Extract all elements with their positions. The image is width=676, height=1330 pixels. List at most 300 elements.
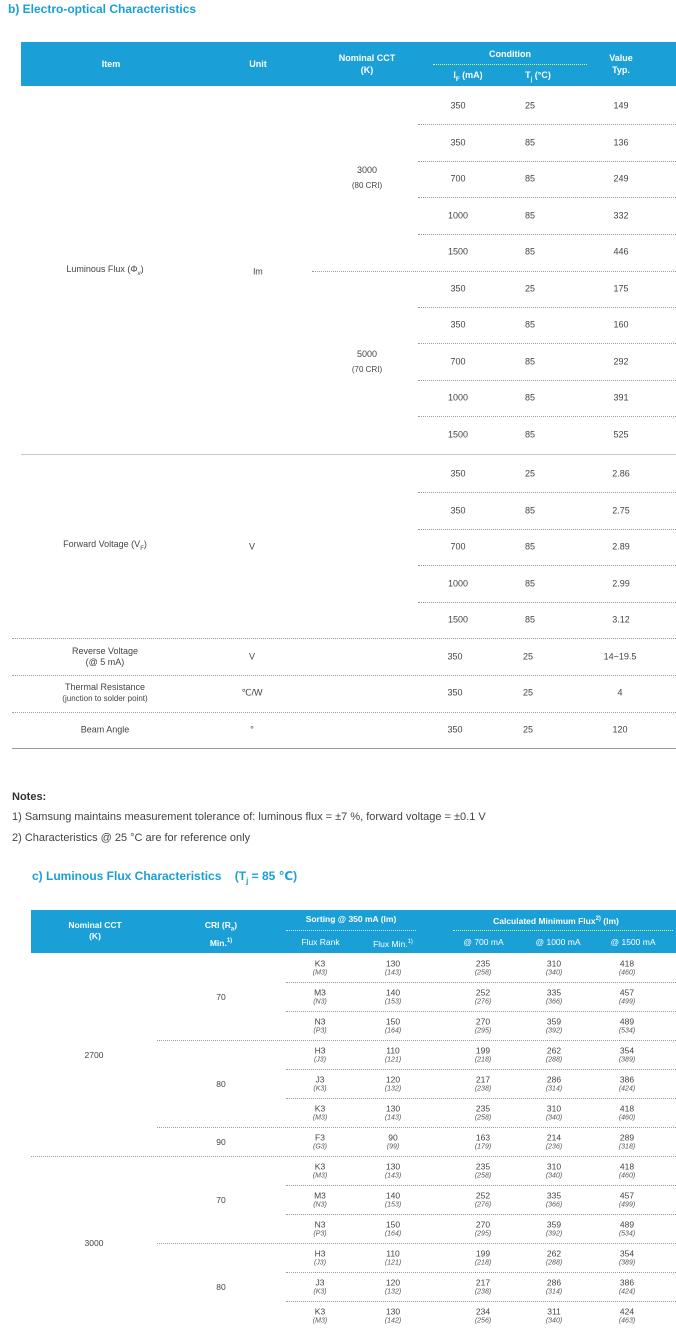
lf-header-cri-min: Min.$^{1)}$	[209, 937, 233, 948]
eo-vf-if-cell: 350	[450, 468, 466, 479]
header-nominal-cct	[327, 52, 407, 76]
lf-row-divider	[31, 1156, 676, 1157]
lf-header-sorting: Sorting @ 350 mA (lm)	[305, 914, 397, 924]
lf-c1500-sub-value: (389)	[618, 1056, 636, 1063]
lf-rank-value: K3	[314, 1306, 326, 1316]
section-title-condition: ($T_j = 85$ ℃)	[234, 869, 298, 886]
lf-c1000-sub-value: (392)	[545, 1230, 563, 1237]
eo-lf-typ-cell: 332	[613, 210, 629, 220]
lf-rank-value: K3	[314, 1103, 326, 1113]
beam-angle-item: Beam Angle	[80, 724, 130, 735]
lf-c1000-sub-value: (288)	[545, 1056, 563, 1063]
lf-c700-value: 235	[475, 1103, 491, 1113]
lf-row-divider	[286, 1069, 676, 1070]
cct-5000	[327, 349, 407, 375]
lf-header-cri	[191, 920, 251, 949]
header-nominal-cct-label: Nominal CCT	[338, 53, 396, 63]
lf-c1500-cell	[597, 1161, 657, 1180]
lf-c1000-value: 335	[546, 1190, 562, 1200]
lf-rank-cell	[290, 1190, 350, 1209]
reverse-voltage-item	[40, 646, 170, 668]
lf-c700-sub-value: (258)	[474, 969, 492, 976]
eo-lf-typ-cell: 136	[613, 137, 629, 147]
lf-c1000-cell	[524, 1045, 584, 1064]
lf-rank-value: J3	[315, 1277, 325, 1287]
lf-c700-sub-value: (276)	[474, 1201, 492, 1208]
eo-lf-typ-cell: 175	[613, 283, 629, 293]
lf-fmin-sub-value: (143)	[384, 1114, 402, 1121]
lf-fmin-value: 140	[385, 1190, 401, 1200]
row-divider	[418, 602, 676, 603]
lf-fmin-cell	[363, 1103, 423, 1122]
lf-c1500-cell	[597, 1074, 657, 1093]
reverse-voltage-unit: V	[248, 651, 255, 662]
lf-c1500-cell	[597, 1277, 657, 1296]
lf-c1000-sub-value: (236)	[545, 1143, 563, 1150]
lf-c700-sub-value: (238)	[474, 1085, 492, 1092]
lf-c700-sub-value: (238)	[474, 1288, 492, 1295]
eo-vf-tj-cell: 85	[524, 505, 535, 515]
eo-vf-typ-cell: 2.86	[612, 468, 630, 479]
lf-cri-group-label: 80	[216, 1281, 226, 1292]
lf-c1000-sub-value: (340)	[545, 1317, 563, 1324]
lf-c700-sub-value: (218)	[474, 1056, 492, 1063]
lf-c700-sub-value: (256)	[474, 1317, 492, 1324]
lf-c1000-cell	[524, 1219, 584, 1238]
header-value-label: Value	[609, 53, 633, 63]
eo-lf-if-cell: 350	[450, 283, 466, 293]
lf-c1500-value: 489	[619, 1016, 635, 1026]
eo-lf-tj-cell: 85	[524, 356, 535, 366]
lf-fmin-cell	[363, 1132, 423, 1151]
lf-header-flux-min: Flux Min.$^{1)}$	[373, 938, 413, 949]
cct-3000-cri: (80 CRI)	[351, 181, 383, 190]
lf-c1000-sub-value: (314)	[545, 1085, 563, 1092]
lf-c1000-value: 262	[546, 1045, 562, 1055]
header-unit: Unit	[249, 59, 267, 69]
section-title-electro-optical: b) Electro-optical Characteristics	[8, 2, 197, 16]
lf-cri-group-label: 70	[216, 1194, 226, 1205]
lf-fmin-value: 130	[385, 1306, 401, 1316]
eo-lf-if-cell: 1000	[447, 210, 469, 220]
lf-row-divider	[286, 1272, 676, 1273]
lf-fmin-sub-value: (132)	[384, 1288, 402, 1295]
lf-c700-cell	[453, 1132, 513, 1151]
lf-cct-group-label: 3000	[84, 1238, 104, 1248]
lf-rank-sub-value: (M3)	[312, 969, 328, 976]
lf-cri-group-label: 80	[216, 1078, 226, 1089]
lf-c1500-value: 424	[619, 1306, 635, 1316]
lf-c1500-sub-value: (389)	[618, 1259, 636, 1266]
forward-voltage-item: Forward Voltage $(V_F)$	[63, 539, 147, 552]
header-nominal-cct-unit: (K)	[360, 65, 374, 75]
thermal-resistance-unit: ℃/W	[241, 687, 263, 698]
electro-optical-table-body	[0, 86, 676, 750]
lf-rank-cell	[290, 1306, 350, 1325]
lf-c1000-value: 286	[546, 1277, 562, 1287]
lf-header-calc-divider	[453, 930, 673, 931]
lf-rank-cell	[290, 1103, 350, 1122]
lf-rank-sub-value: (J3)	[313, 1056, 327, 1063]
lf-fmin-cell	[363, 958, 423, 977]
lf-cri-group-label: 90	[216, 1136, 226, 1147]
lf-c700-sub-value: (258)	[474, 1114, 492, 1121]
lf-rank-cell	[290, 987, 350, 1006]
lf-fmin-cell	[363, 1190, 423, 1209]
eo-lf-if-cell: 1000	[447, 392, 469, 403]
lf-c1000-value: 311	[547, 1306, 561, 1316]
notes-title: Notes:	[12, 791, 47, 803]
lf-c700-cell	[453, 1016, 513, 1035]
note-2: 2) Characteristics @ 25 °C are for reference only	[12, 832, 251, 844]
lf-c1500-value: 489	[619, 1219, 635, 1229]
lf-fmin-value: 120	[385, 1277, 401, 1287]
beam-angle-typ: 120	[612, 724, 628, 735]
lf-c1000-cell	[524, 1306, 584, 1325]
lf-c700-value: 270	[475, 1016, 491, 1026]
thermal-resistance-typ: 4	[617, 687, 623, 698]
lf-c1500-sub-value: (460)	[618, 969, 636, 976]
lf-fmin-cell	[363, 1161, 423, 1180]
lf-fmin-sub-value: (153)	[384, 1201, 402, 1208]
lf-header-1000: @ 1000 mA	[535, 937, 581, 947]
lf-c1500-value: 386	[619, 1277, 635, 1287]
lf-cri-group-label: 70	[216, 991, 226, 1002]
lf-row-divider	[286, 1301, 676, 1302]
lf-fmin-cell	[363, 1016, 423, 1035]
lf-c1000-sub-value: (366)	[545, 998, 563, 1005]
lf-c700-value: 217	[475, 1277, 491, 1287]
lf-fmin-value: 150	[385, 1219, 401, 1229]
eo-vf-if-cell: 1000	[447, 578, 469, 588]
lf-fmin-sub-value: (143)	[384, 969, 402, 976]
eo-vf-tj-cell: 85	[524, 578, 535, 588]
lf-c700-value: 163	[475, 1132, 491, 1142]
forward-voltage-unit: V	[248, 541, 255, 552]
lf-fmin-cell	[363, 1277, 423, 1296]
lf-c700-cell	[453, 1103, 513, 1122]
header-item: Item	[101, 59, 121, 69]
lf-fmin-value: 130	[385, 958, 401, 968]
lf-c700-value: 217	[475, 1074, 491, 1084]
lf-c1500-sub-value: (424)	[618, 1085, 636, 1092]
row-divider	[418, 565, 676, 566]
electro-optical-table-header	[21, 42, 676, 86]
lf-c1000-cell	[524, 1016, 584, 1035]
lf-c1500-sub-value: (460)	[618, 1114, 636, 1121]
row-divider	[418, 161, 676, 162]
lf-header-calc: Calculated Minimum Flux$^{2)}$ (lm)	[493, 915, 619, 926]
lf-c1500-sub-value: (534)	[618, 1230, 636, 1237]
eo-lf-typ-cell: 149	[613, 100, 629, 111]
table-bottom-line	[12, 748, 676, 749]
lf-fmin-sub-value: (99)	[386, 1143, 400, 1150]
lf-c1500-cell	[597, 1248, 657, 1267]
eo-lf-tj-cell: 85	[524, 392, 535, 403]
row-divider	[418, 307, 676, 308]
eo-vf-tj-cell: 25	[524, 468, 535, 479]
cct-5000-value: 5000	[356, 349, 378, 359]
lf-rank-value: N3	[314, 1219, 326, 1229]
eo-lf-typ-cell: 525	[613, 429, 629, 439]
lf-rank-sub-value: (M3)	[312, 1114, 328, 1121]
lf-rank-sub-value: (K3)	[313, 1288, 327, 1295]
lf-row-divider	[286, 1098, 676, 1099]
lf-c1500-cell	[597, 958, 657, 977]
lf-row-divider	[157, 1040, 676, 1041]
eo-vf-if-cell: 1500	[447, 614, 469, 625]
row-divider	[12, 675, 676, 676]
lf-c1000-value: 335	[546, 987, 562, 997]
cct-3000	[327, 165, 407, 191]
eo-lf-if-cell: 700	[450, 356, 466, 366]
row-divider	[418, 343, 676, 344]
lf-row-divider	[286, 982, 676, 983]
lf-row-divider	[286, 1185, 676, 1186]
luminous-flux-item: Luminous Flux $(\Phi_v)$	[66, 264, 144, 277]
lf-rank-cell	[290, 1161, 350, 1180]
lf-fmin-value: 130	[385, 1161, 401, 1171]
lf-c1500-cell	[597, 1132, 657, 1151]
lf-c1500-value: 354	[619, 1045, 635, 1055]
lf-c700-value: 252	[475, 987, 491, 997]
lf-c1000-cell	[524, 987, 584, 1006]
reverse-voltage-tj: 25	[522, 651, 533, 662]
lf-c1500-sub-value: (318)	[618, 1143, 636, 1150]
lf-c1000-value: 214	[546, 1132, 562, 1142]
lf-c1000-cell	[524, 1132, 584, 1151]
lf-c700-cell	[453, 1161, 513, 1180]
eo-lf-tj-cell: 85	[524, 246, 535, 257]
thermal-resistance-if: 350	[447, 687, 463, 698]
lf-c700-value: 252	[475, 1190, 491, 1200]
lf-c700-value: 199	[475, 1045, 491, 1055]
lf-rank-cell	[290, 1132, 350, 1151]
lf-c1000-value: 262	[546, 1248, 562, 1258]
eo-lf-if-cell: 700	[450, 173, 466, 184]
eo-lf-typ-cell: 249	[613, 173, 629, 184]
lf-c1500-value: 354	[619, 1248, 635, 1258]
reverse-voltage-cond: (@ 5 mA)	[85, 657, 125, 667]
lf-rank-cell	[290, 1045, 350, 1064]
lf-c1500-cell	[597, 987, 657, 1006]
lf-c700-cell	[453, 987, 513, 1006]
lf-c1500-sub-value: (534)	[618, 1027, 636, 1034]
reverse-voltage-label: Reverse Voltage	[71, 646, 139, 656]
eo-vf-tj-cell: 85	[524, 541, 535, 552]
lf-c700-cell	[453, 1074, 513, 1093]
beam-angle-tj: 25	[522, 724, 533, 735]
lf-c700-cell	[453, 1190, 513, 1209]
lf-c1000-sub-value: (288)	[545, 1259, 563, 1266]
lf-c700-cell	[453, 1277, 513, 1296]
note-1: 1) Samsung maintains measurement tolerance of: luminous flux = ±7 %, forward voltage = ±0.1 V	[12, 811, 486, 823]
row-divider	[12, 638, 676, 639]
lf-rank-cell	[290, 1074, 350, 1093]
luminous-flux-unit: lm	[253, 266, 263, 277]
row-divider	[418, 234, 676, 235]
eo-lf-typ-cell: 160	[613, 319, 629, 330]
row-divider	[12, 712, 676, 713]
cct-3000-value: 3000	[356, 165, 378, 175]
lf-rank-sub-value: (J3)	[313, 1259, 327, 1266]
lf-fmin-value: 140	[385, 987, 401, 997]
lf-c1000-value: 359	[546, 1219, 562, 1229]
lf-rank-value: K3	[314, 958, 326, 968]
lf-c1000-value: 310	[546, 1161, 562, 1171]
lf-c700-sub-value: (218)	[474, 1259, 492, 1266]
lf-header-nominal-cct	[55, 920, 135, 942]
lf-rank-cell	[290, 1016, 350, 1035]
eo-lf-tj-cell: 85	[524, 429, 535, 439]
eo-lf-tj-cell: 85	[524, 319, 535, 330]
lf-fmin-value: 110	[386, 1248, 400, 1258]
section-divider	[21, 454, 676, 455]
beam-angle-unit: °	[250, 724, 254, 735]
lf-c1500-cell	[597, 1016, 657, 1035]
lf-c1000-value: 310	[546, 1103, 562, 1113]
eo-lf-if-cell: 350	[450, 100, 466, 111]
lf-cct-group-label: 2700	[84, 1049, 104, 1060]
lf-fmin-cell	[363, 1248, 423, 1267]
lf-c700-cell	[453, 1306, 513, 1325]
lf-c1500-cell	[597, 1306, 657, 1325]
lf-rank-sub-value: (N3)	[313, 1201, 327, 1208]
lf-rank-cell	[290, 1277, 350, 1296]
lf-c1000-sub-value: (340)	[545, 1114, 563, 1121]
lf-c1500-sub-value: (460)	[618, 1172, 636, 1179]
row-divider	[312, 271, 676, 272]
eo-vf-tj-cell: 85	[524, 614, 535, 625]
lf-header-sorting-divider	[286, 930, 416, 931]
lf-fmin-cell	[363, 1074, 423, 1093]
lf-rank-value: F3	[315, 1132, 325, 1142]
lf-c1500-cell	[597, 1045, 657, 1064]
lf-fmin-sub-value: (132)	[384, 1085, 402, 1092]
row-divider	[418, 380, 676, 381]
eo-vf-if-cell: 700	[450, 541, 466, 552]
header-value	[591, 52, 651, 76]
lf-row-divider	[286, 1214, 676, 1215]
eo-lf-typ-cell: 292	[613, 356, 629, 366]
lf-c1000-sub-value: (314)	[545, 1288, 563, 1295]
lf-header-nominal-cct-label: Nominal CCT	[68, 920, 122, 930]
thermal-resistance-label: Thermal Resistance	[64, 682, 146, 692]
lf-header-flux-rank: Flux Rank	[301, 937, 340, 947]
eo-lf-tj-cell: 25	[524, 283, 535, 293]
lf-rank-sub-value: (M3)	[312, 1172, 328, 1179]
lf-rank-sub-value: (P3)	[313, 1027, 327, 1034]
lf-fmin-sub-value: (153)	[384, 998, 402, 1005]
lf-c1500-value: 289	[619, 1132, 635, 1142]
lf-fmin-value: 150	[385, 1016, 401, 1026]
lf-fmin-cell	[363, 1306, 423, 1325]
lf-c1000-cell	[524, 958, 584, 977]
lf-rank-value: J3	[315, 1074, 325, 1084]
eo-vf-if-cell: 350	[450, 505, 466, 515]
lf-c700-sub-value: (295)	[474, 1230, 492, 1237]
reverse-voltage-typ: 14~19.5	[603, 651, 637, 662]
eo-lf-tj-cell: 25	[524, 100, 535, 111]
lf-rank-sub-value: (N3)	[313, 998, 327, 1005]
lf-fmin-sub-value: (164)	[384, 1027, 402, 1034]
row-divider	[418, 124, 676, 125]
eo-vf-typ-cell: 2.75	[612, 505, 630, 515]
lf-c700-value: 199	[475, 1248, 491, 1258]
header-value-typ: Typ.	[612, 65, 630, 75]
lf-row-divider	[157, 1127, 676, 1128]
lf-c700-value: 270	[475, 1219, 491, 1229]
lf-c1500-value: 386	[619, 1074, 635, 1084]
row-divider	[418, 492, 676, 493]
lf-rank-cell	[290, 958, 350, 977]
row-divider	[418, 416, 676, 417]
lf-c1000-cell	[524, 1161, 584, 1180]
eo-vf-typ-cell: 3.12	[612, 614, 630, 625]
lf-c1000-value: 359	[546, 1016, 562, 1026]
lf-fmin-value: 130	[385, 1103, 401, 1113]
lf-rank-sub-value: (P3)	[313, 1230, 327, 1237]
lf-rank-value: H3	[314, 1248, 326, 1258]
lf-c700-value: 235	[475, 958, 491, 968]
lf-c1500-value: 418	[619, 958, 635, 968]
lf-row-divider	[286, 1011, 676, 1012]
lf-fmin-cell	[363, 1045, 423, 1064]
eo-lf-if-cell: 1500	[447, 429, 469, 439]
lf-rank-value: H3	[314, 1045, 326, 1055]
lf-c700-value: 234	[475, 1306, 491, 1316]
luminous-flux-table-header	[31, 910, 676, 953]
lf-fmin-cell	[363, 1219, 423, 1238]
luminous-flux-table-body	[0, 953, 676, 1330]
header-condition-divider	[433, 64, 587, 65]
lf-c700-value: 235	[475, 1161, 491, 1171]
header-if: $I_F$ (mA)	[453, 70, 483, 83]
lf-rank-cell	[290, 1219, 350, 1238]
lf-rank-value: M3	[314, 987, 326, 997]
row-divider	[418, 529, 676, 530]
lf-fmin-sub-value: (142)	[384, 1317, 402, 1324]
lf-fmin-value: 120	[385, 1074, 401, 1084]
lf-header-cri-label: CRI $(R_a)$	[204, 920, 238, 933]
lf-fmin-value: 90	[388, 1132, 398, 1142]
lf-c1500-cell	[597, 1190, 657, 1209]
lf-row-divider	[157, 1243, 676, 1244]
reverse-voltage-if: 350	[447, 651, 463, 662]
header-condition: Condition	[489, 49, 531, 59]
eo-lf-tj-cell: 85	[524, 173, 535, 184]
lf-rank-value: N3	[314, 1016, 326, 1026]
lf-fmin-sub-value: (143)	[384, 1172, 402, 1179]
header-tj: $T_j$ (°C)	[525, 70, 551, 83]
lf-c1500-value: 457	[619, 1190, 635, 1200]
lf-c700-sub-value: (179)	[474, 1143, 492, 1150]
section-title-luminous-flux	[32, 869, 297, 885]
lf-rank-sub-value: (K3)	[313, 1085, 327, 1092]
lf-c1500-cell	[597, 1219, 657, 1238]
beam-angle-if: 350	[447, 724, 463, 735]
cct-5000-cri: (70 CRI)	[351, 365, 383, 374]
lf-c1500-value: 457	[619, 987, 635, 997]
lf-c1000-value: 310	[546, 958, 562, 968]
row-divider	[418, 197, 676, 198]
eo-vf-typ-cell: 2.99	[612, 578, 630, 588]
lf-header-1500: @ 1500 mA	[610, 937, 656, 947]
eo-lf-if-cell: 350	[450, 319, 466, 330]
lf-fmin-sub-value: (121)	[384, 1056, 402, 1063]
lf-header-nominal-cct-unit: (K)	[89, 931, 101, 941]
thermal-resistance-cond: (junction to solder point)	[62, 694, 148, 703]
